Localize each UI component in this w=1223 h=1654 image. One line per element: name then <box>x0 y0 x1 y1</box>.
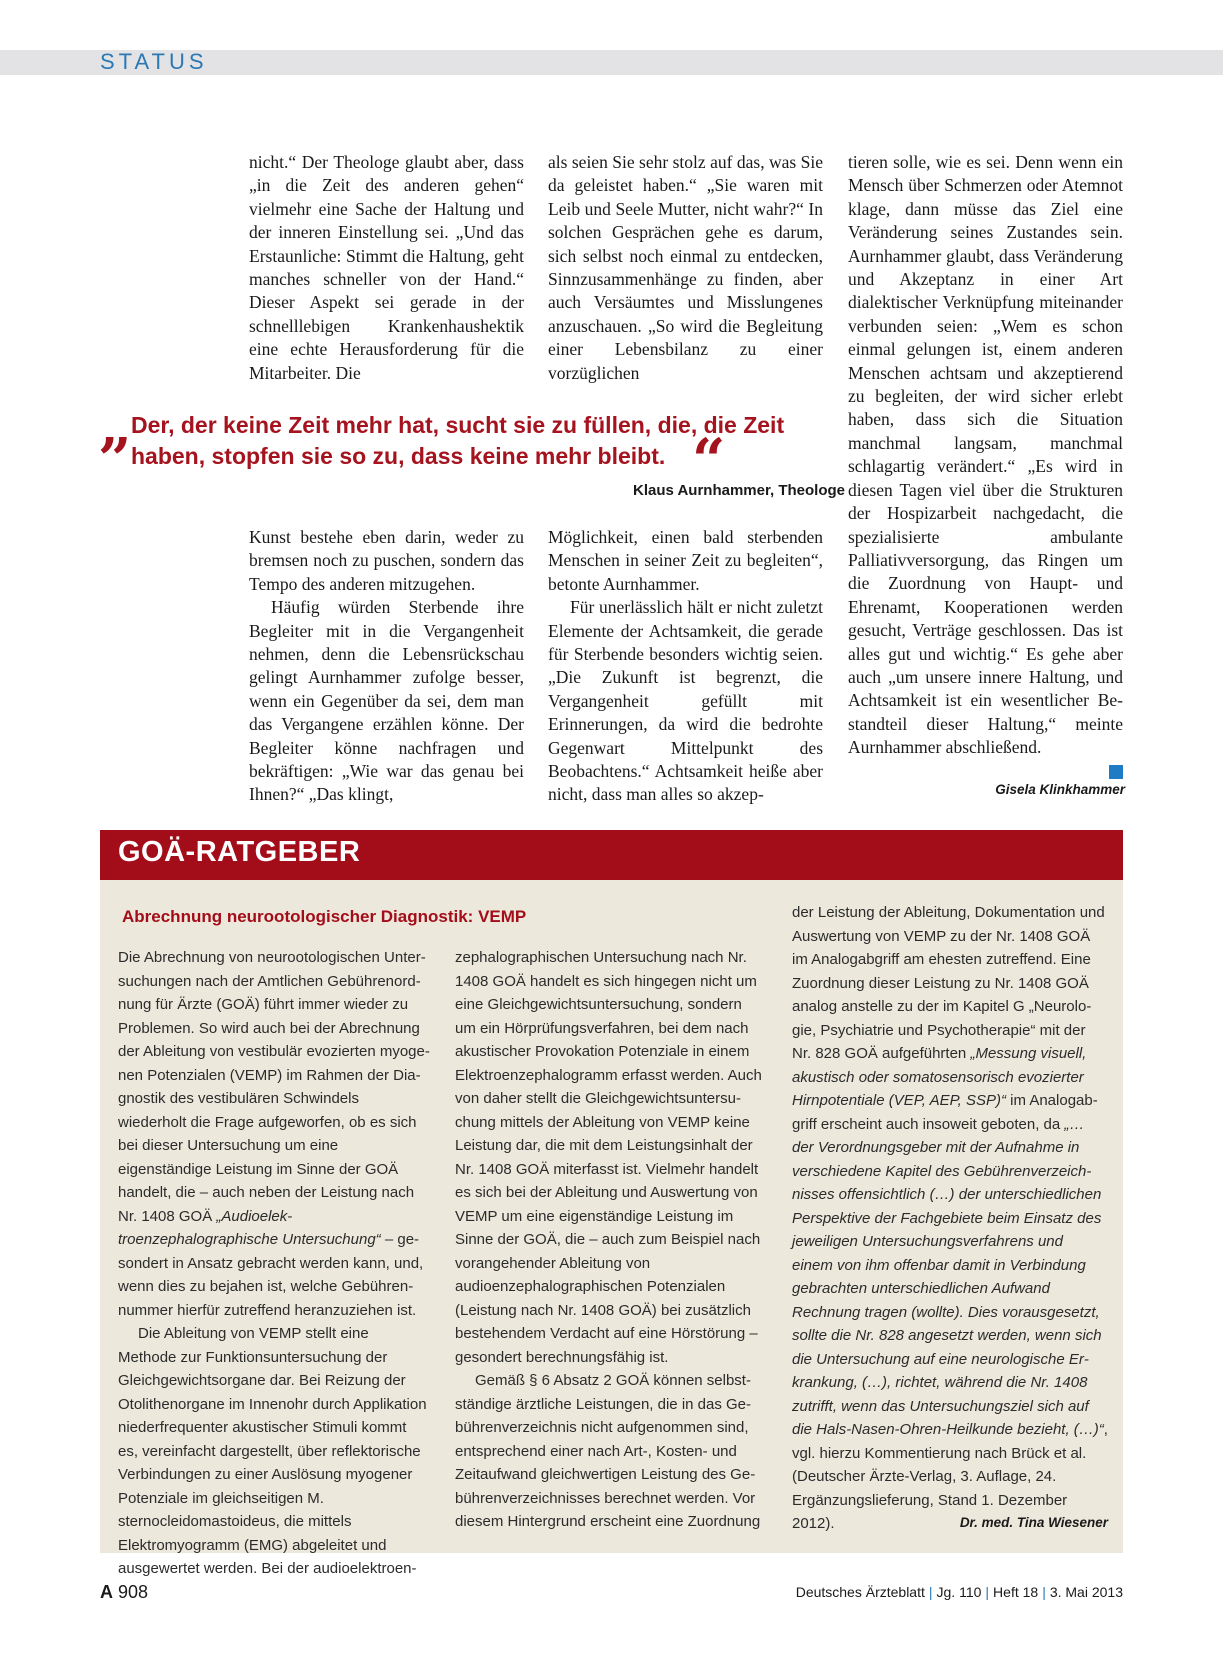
separator: | <box>1042 1584 1046 1600</box>
footer-citation <box>720 1584 1123 1600</box>
goa-paragraph <box>792 901 1108 1536</box>
goa-column-3 <box>792 901 1108 1536</box>
page-number <box>100 1582 148 1603</box>
journal-name: Deutsches Ärzteblatt <box>795 1584 925 1600</box>
goa-subtitle: Abrechnung neurootologischer Diagnostik: VEMP <box>122 907 527 926</box>
article-paragraph: tieren solle, wie es sei. Denn wenn ein Mensch über Schmerzen oder Atemnot klage, dann müsse das Ziel eine Veränderung seines Zustandes sein. Aurnhammer glaubt, dass Veränderung und Akzeptanz in einer Art dialektischer Verknüpfung miteinander verbunden seien: „Wem es schon einmal gelungen ist, einem anderen Menschen achtsam und akzeptierend zu begleiten, der wird sicher erlebt haben, dass sich die Situation manchmal langsam, manchmal schlagartig verändert.“ „Es wird in diesen Tagen viel über die Strukturen der Hospizarbeit nachgedacht, die spezialisierte ambulante Palliativversorgung, das Ringen um die Zuordnung von Haupt- und Ehrenamt, Kooperationen werden gesucht, Verträge geschlossen. Das ist alles gut und wichtig.“ Es gehe aber auch „um unsere innere Haltung, und Achtsamkeit ist ein wesentlicher Bestandteil dieser Haltung,“ meinte Aurnhammer abschließend. <box>848 152 1123 758</box>
goa-text-italic: „… der Verordnungsgeber mit der Aufnahme in verschiedene Kapitel des Gebührenverzeichnisses offensichtlich (…) der unterschiedlichen Perspektive der Fachgebiete beim Einsatz des jeweiligen Untersuchungsverfahrens und einem von ihm offenbar damit in Verbindung gebrachten unterschiedlichen Aufwand Rechnung tragen (wollte). Dies vorausgesetzt, sollte die Nr. 828 angesetzt werden, wenn sich die Untersuchung auf eine neurologische Erkrankung, (…), richtet, während die Nr. 1408 zutrifft, wenn das Untersuchungsziel sich auf die Hals-Nasen-Ohren-Heilkunde bezieht, (…)“ <box>792 1115 1104 1438</box>
article-paragraph: Möglichkeit, einen bald sterbenden Menschen in seiner Zeit zu begleiten“, betonte Aurnhammer. <box>548 527 823 594</box>
pull-quote <box>100 410 845 472</box>
article-paragraph: Kunst bestehe eben darin, weder zu bremsen noch zu puschen, sondern das Tempo des anderen mitzugehen. <box>249 527 524 594</box>
section-label: STATUS <box>100 49 208 74</box>
goa-text: der Leistung der Ableitung, Dokumentation und Auswertung von VEMP zu der Nr. 1408 GOÄ im Analogabgriff am ehesten zutreffend. Eine Zuordnung dieser Leistung zu Nr. 1408 GOÄ analog anstelle zu der im Kapitel G „Neurologie, Psychiatrie und Psychotherapie“ mit der Nr. 828 GOÄ aufgeführten <box>792 904 1105 1062</box>
goa-author: Dr. med. Tina Wiesener <box>959 1515 1108 1530</box>
goa-column-2 <box>455 946 765 1534</box>
quote-author: Klaus Aurnhammer, Theologe <box>633 482 845 499</box>
article-column-1-bottom <box>249 526 524 807</box>
goa-paragraph: Gemäß § 6 Absatz 2 GOÄ können selbstständige ärztliche Leistungen, die in das Gebührenverzeichnis nicht aufgenommen sind, entsprechend einer nach Art-, Kosten- und Zeitaufwand gleichwertigen Leistung des Gebührenverzeichnisses berechnet werden. Vor diesem Hintergrund erscheint eine Zuordnung <box>455 1372 761 1530</box>
journal-volume: Jg. 110 <box>936 1584 982 1600</box>
article-column-2-bottom <box>548 526 823 807</box>
article-paragraph: Häufig würden Sterbende ihre Begleiter mit in die Vergangenheit nehmen, denn die Lebensrückschau gelingt Aurnhammer zufolge besser, wenn ein Gegenüber da sei, dem man das Vergangene erzählen könne. Der Begleiter könne nachfragen und bekräftigen: „Wie war das genau bei Ihnen?“ „Das klingt, <box>249 597 524 805</box>
article-end-mark <box>1109 765 1123 779</box>
article-column-3 <box>848 151 1123 760</box>
separator: | <box>928 1584 933 1600</box>
goa-text: Die Abrechnung von neurootologischen Untersuchungen nach der Amtlichen Gebührenordnung für Ärzte (GOÄ) führt immer wieder zu Problemen. So wird auch bei der Abrechnung der Ableitung von vestibulär evozierten myogenen Potenzialen (VEMP) im Rahmen der Diagnostik des vestibulären Schwindels wiederholt die Frage aufgeworfen, ob es sich bei dieser Untersuchung um eine eigenständige Leistung im Sinne der GOÄ handelt, die – auch neben der Leistung nach Nr. 1408 GOÄ <box>118 949 430 1225</box>
article-column-1-top <box>249 151 524 385</box>
journal-issue: Heft 18 <box>993 1584 1039 1600</box>
article-paragraph: Für unerlässlich hält er nicht zuletzt Elemente der Achtsamkeit, die gerade für Sterbende besonders wichtig seien. „Die Zukunft ist begrenzt, die Vergangenheit gefüllt mit Erinnerungen, da wird die bedrohte Gegenwart Mittelpunkt des Beobachtens.“ Achtsamkeit heiße aber nicht, dass man alles so akzep- <box>548 597 823 805</box>
goa-text: , vgl. hierzu Kommentierung nach Brück et al. (Deutscher Ärzte-Verlag, 3. Auflage, 24. Ergänzungslieferung, Stand 1. Dezember 2012). <box>792 1421 1108 1532</box>
goa-column-1 <box>118 946 430 1581</box>
goa-title: GOÄ-RATGEBER <box>118 836 361 868</box>
goa-text: im Analogabgriff erscheint auch insoweit geboten, da <box>792 1092 1098 1133</box>
pull-quote-text: Der, der keine Zeit mehr hat, sucht sie zu füllen, die, die Zeit haben, stopfen sie so zu, dass keine mehr bleibt. <box>131 412 785 469</box>
article-column-2-top <box>548 151 823 385</box>
goa-paragraph: zephalographischen Untersuchung nach Nr. 1408 GOÄ handelt es sich hingegen nicht um eine Gleichgewichtsuntersuchung, sondern um ein Hörprüfungsverfahren, bei dem nach akustischer Provokation Potenziale in einem Elektroenzephalogramm erfasst werden. Auch von daher stellt die Gleichgewichtsuntersuchung mittels der Ableitung von VEMP keine Leistung dar, die mit dem Leistungsinhalt der Nr. 1408 GOÄ miterfasst ist. Vielmehr handelt es sich bei der Ableitung und Auswertung von VEMP um eine eigenständige Leistung im Sinne der GOÄ, die – auch zum Beispiel nach vorangehender Ableitung von audioenzephalographischen Potenzialen (Leistung nach Nr. 1408 GOÄ) bei zusätzlich bestehendem Verdacht auf eine Hörstörung – gesondert berechnungsfähig ist. <box>455 949 762 1366</box>
quote-open-mark: „ <box>99 392 133 460</box>
journal-date: 3. Mai 2013 <box>1049 1584 1123 1600</box>
quote-close-mark: “ <box>692 426 726 494</box>
goa-text-italic: „Messung visuell, akustisch oder somatosensorisch evozierter Hirnpotentiale (VEP, AEP, SSP)“ <box>792 1045 1087 1109</box>
goa-paragraph <box>118 946 430 1322</box>
article-paragraph: als seien Sie sehr stolz auf das, was Sie da geleistet haben.“ „Sie waren mit Leib und Seele Mutter, nicht wahr?“ In solchen Gesprächen gehe es darum, sich selbst noch einmal zu entdecken, Sinnzusammenhänge zu finden, aber auch Versäumtes und Misslungenes anzuschauen. „So wird die Begleitung einer Lebensbilanz zu einer vorzüglichen <box>548 152 823 383</box>
page-prefix: A <box>100 1582 113 1602</box>
page-number-value: 908 <box>118 1582 149 1602</box>
article-paragraph: nicht.“ Der Theologe glaubt aber, dass „in die Zeit des anderen gehen“ vielmehr eine Sache der Haltung und der inneren Einstellung sei. „Und das Erstaunliche: Stimmt die Haltung, geht manches schneller von der Hand.“ Dieser Aspekt sei gerade in der schnelllebigen Krankenhaushektik eine echte Herausforderung für die Mitarbeiter. Die <box>249 152 524 383</box>
goa-text-italic: „Audioelektroenzephalographische Untersuchung“ <box>118 1207 381 1248</box>
separator: | <box>985 1584 990 1600</box>
article-author: Gisela Klinkhammer <box>995 782 1125 797</box>
goa-text: – gesondert in Ansatz gebracht werden kann, und, wenn dies zu bejahen ist, welche Gebührennummer hierfür zutreffend heranzuziehen ist. <box>118 1231 424 1319</box>
goa-paragraph: Die Ableitung von VEMP stellt eine Methode zur Funktionsuntersuchung der Gleichgewichtsorgane dar. Bei Reizung der Otolithenorgane im Innenohr durch Applikation niederfrequenter akustischer Stimuli kommt es, vereinfacht dargestellt, über reflektorische Verbindungen zu einer Auslösung myogener Potenziale im gleichseitigen M. sternocleidomastoideus, die mittels Elektromyogramm (EMG) abgeleitet und ausgewertet werden. Bei der audioelektroen- <box>118 1325 427 1577</box>
